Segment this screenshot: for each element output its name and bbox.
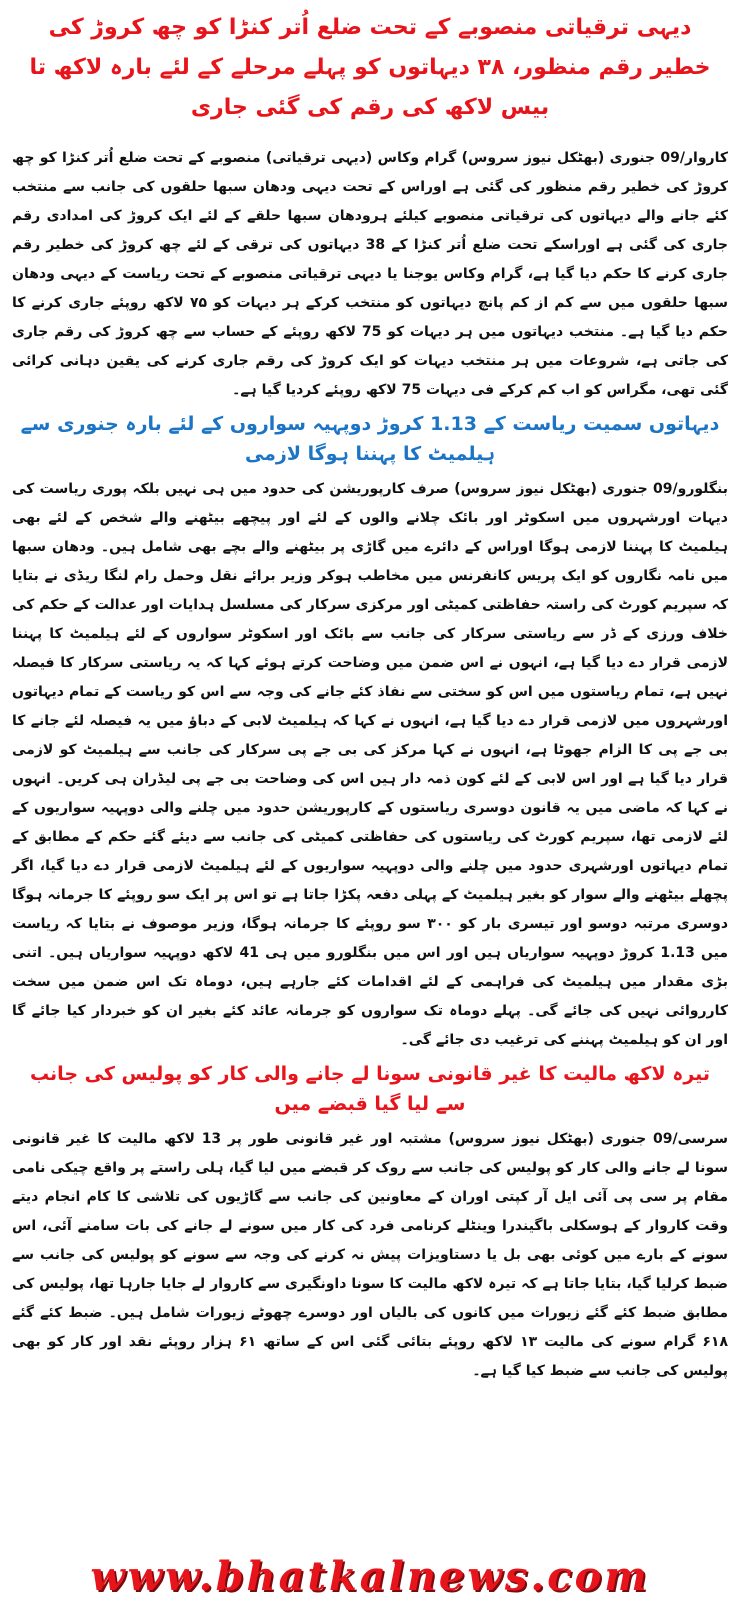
headline-rural-development: دیہی ترقیاتی منصوبے کے تحت ضلع اُتر کنڑا کو چھ کروڑ کی خطیر رقم منظور، ۳۸ دیہاتوں کو پہلے مرحلے کے لئے بارہ لاکھ تا بیس لاکھ کی رقم کی گئی جاری: [29, 15, 711, 120]
article-rural-development: [12, 6, 728, 405]
article-helmet-rule: [12, 405, 728, 1055]
body-gold-seizure: سرسی/09 جنوری (بھٹکل نیوز سروس) مشتبہ اور غیر قانونی طور پر 13 لاکھ مالیت کا غیر قانونی سونا لے جانے والی کار کو پولیس کی جانب سے روک کر قبضے میں لیا گیا، ہلی راستے پر واقع چیکی نامی مقام پر سی پی آئی ایل آر کپتی اوران کے معاونین کی جانب سے گاڑیوں کی تلاشی کا کام انجام دیتے وقت کاروار کے ہوسکلی باگیندرا وینٹلے کرنامی فرد کی کار میں سونے لے جانے کی بات سامنے آئی، اس سونے کے بارے میں کوئی بھی بل یا دستاویزات پیش نہ کرنے کی وجہ سے سونے کو پولیس کی جانب سے ضبط کرلیا گیا، بتایا جاتا ہے کہ تیرہ لاکھ مالیت کا سونا داونگیری سے کاروار لے جایا جارہا تھا، پولیس کی مطابق ضبط کئے گئے زیورات میں کانوں کی بالیاں اور دوسرے چھوٹے زیورات شامل ہیں۔ ضبط کئے گئے ۶۱۸ گرام سونے کی مالیت ۱۳ لاکھ روپئے بتائی گئی اس کے ساتھ ۶۱ ہزار روپئے نقد اور کار کو بھی پولیس کی جانب سے ضبط کیا گیا ہے۔: [12, 1131, 728, 1379]
headline-gold-seizure: تیرہ لاکھ مالیت کا غیر قانونی سونا لے جانے والی کار کو پولیس کی جانب سے لیا گیا قبضے میں: [29, 1063, 711, 1115]
headline-helmet-rule: دیہاتوں سمیت ریاست کے 1.13 کروڑ دوپہیہ سواروں کے لئے بارہ جنوری سے ہیلمیٹ کا پہننا ہوگا لازمی: [20, 413, 720, 465]
website-footer: www.bhatkalnews.com: [90, 1553, 650, 1600]
body-helmet-rule: بنگلورو/09 جنوری (بھٹکل نیوز سروس) صرف کارپوریشن کی حدود میں ہی نہیں بلکہ پوری ریاست کی دیہات اورشہروں میں اسکوٹر اور بائک چلانے والوں کے لئے اور پیچھے بیٹھنے والے شخص کے لئے بھی ہیلمیٹ کا پہننا لازمی ہوگا اوراس کے دائرے میں گاڑی پر بیٹھنے والے بچے بھی شامل ہیں۔ ودھان سبھا میں نامہ نگاروں کو ایک پریس کانفرنس میں مخاطب ہوکر وزیر برائے نقل وحمل رام لنگا ریڈی نے بتایا کہ سپریم کورٹ کی راستہ حفاظتی کمیٹی اور مرکزی سرکار کی مسلسل ہدایات اور عدالت کے حکم کی خلاف ورزی کے ڈر سے ریاستی سرکار کی جانب سے بائک اور اسکوٹر سواروں کے لئے ہیلمیٹ کا پہننا لازمی قرار دے دیا گیا ہے، انہوں نے اس ضمن میں وضاحت کرتے ہوئے کہا کہ یہ ریاستی سرکار کا فیصلہ نہیں ہے، تمام ریاستوں میں اس کو سختی سے نفاذ کئے جانے کی وجہ سے اس کو ریاست کے تمام دیہاتوں اورشہروں میں لازمی قرار دے دیا گیا ہے، انہوں نے کہا کہ ہیلمیٹ لابی کے دباؤ میں یہ فیصلہ لئے جانے کا بی جے پی کا الزام جھوٹا ہے، انہوں نے کہا مرکز کی بی جے پی سرکار کی جانب سے ہیلمیٹ کو لازمی قرار دیا گیا ہے اور اس لابی کے لئے کون ذمہ دار ہیں اس کی وضاحت بی جے پی لیڈران ہی کریں۔ انہوں نے کہا کہ ماضی میں یہ قانون دوسری ریاستوں کے کارپوریشن حدود میں چلنے والی دوپہیہ سواریوں کے لئے لازمی تھا، سپریم کورٹ کی ریاستوں کی حفاظتی کمیٹی کی جانب سے دیئے گئے حکم کے مطابق کے تمام دیہاتوں اورشہری حدود میں چلنے والی دوپہیہ سواریوں کے لئے ہیلمیٹ لازمی قرار دے دیا گیا، اگر پچھلے بیٹھنے والے سوار کو بغیر ہیلمیٹ کے پہلی دفعہ پکڑا جاتا ہے تو اس پر ایک سو روپئے کا جرمانہ ہوگا دوسری مرتبہ دوسو اور تیسری بار کو ۳۰۰ سو روپئے کا جرمانہ ہوگا، وزیر موصوف نے بتایا کہ ریاست میں 1.13 کروڑ دوپہیہ سواریاں ہیں اور اس میں بنگلورو میں ہی 41 لاکھ دوپہیہ سواریاں ہیں۔ اتنی بڑی مقدار میں ہیلمیٹ کی فراہمی کے لئے اقدامات کئے جارہے ہیں، دوماہ تک اس ضمن میں سخت کارروائی نہیں کی جائے گی۔ پہلے دوماہ تک سواروں کو جرمانہ عائد کئے بغیر ان کو خبردار کیا جائے گا اور ان کو ہیلمیٹ پہننے کی ترغیب دی جائے گی۔: [12, 481, 729, 1048]
body-rural-development: کاروار/09 جنوری (بھٹکل نیوز سروس) گرام وکاس (دیہی ترقیاتی) منصوبے کے تحت ضلع اُتر کنڑا کو چھ کروڑ کی خطیر رقم منظور کی گئی ہے اوراس کے تحت دیہی ودھان سبھا حلقوں کی جانب سے منتخب کئے جانے والے دیہاتوں کی ترقیاتی منصوبے کیلئے ہرودھان سبھا حلقے کے لئے ایک کروڑ کی امدادی رقم جاری کی گئی ہے اوراسکے تحت ضلع اُتر کنڑا کے 38 دیہاتوں کی ترقی کے لئے چھ کروڑ کی خطیر رقم جاری کرنے کا حکم دیا گیا ہے، گرام وکاس یوجنا یا دیہی ترقیاتی منصوبے کے تحت ریاست کے دیہی ودھان سبھا حلقوں میں سے کم از کم پانچ دیہاتوں کو منتخب کرکے ہر دیہات کو ۷۵ لاکھ روپئے جاری کرنے کا حکم دیا گیا ہے۔ منتخب دیہاتوں میں ہر دیہات کو 75 لاکھ روپئے کے حساب سے چھ کروڑ کی رقم جاری کی جاتی ہے، شروعات میں ہر منتخب دیہات کو ایک کروڑ کی رقم جاری کرنے کی یقین دہانی کرائی گئی تھی، مگراس کو اب کم کرکے فی دیہات 75 لاکھ روپئے کردیا گیا ہے۔: [12, 150, 729, 398]
article-gold-seizure: [12, 1055, 728, 1386]
